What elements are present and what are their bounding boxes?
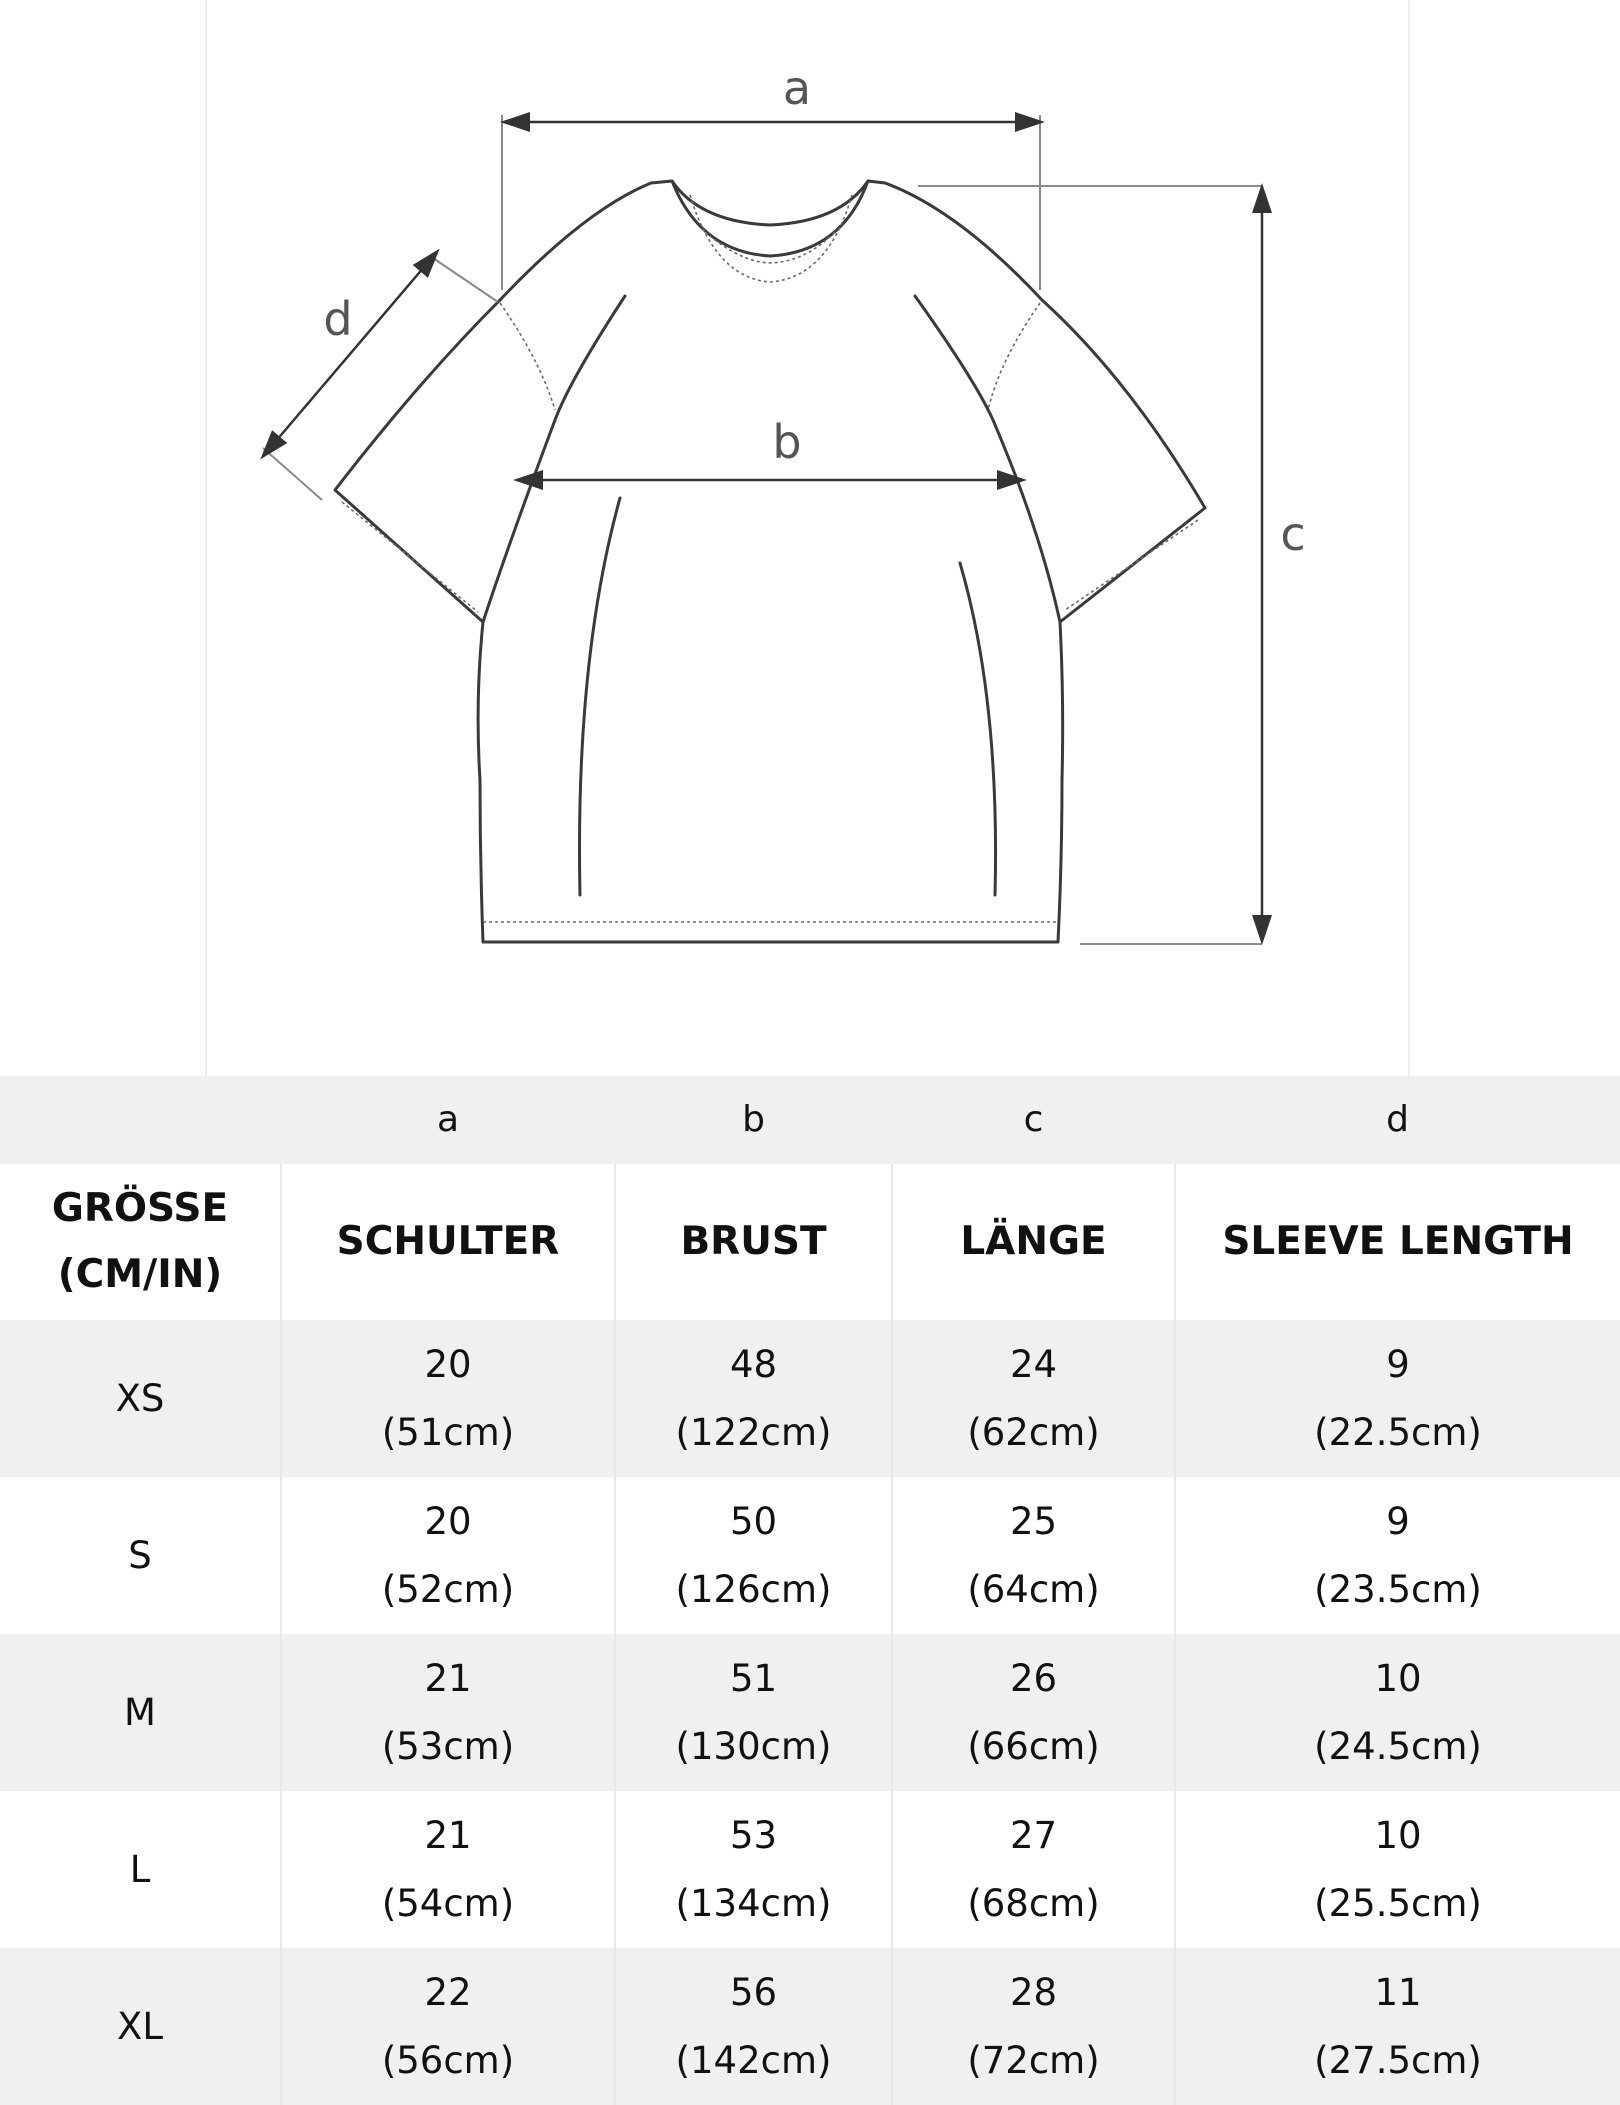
header-size-line2: (CM/IN) [57,1252,223,1297]
value-cm: (66cm) [967,1724,1100,1768]
value-inch: 24 [1009,1342,1058,1386]
size-cell: XL [0,1948,281,2105]
value-inch: 26 [1009,1656,1058,1700]
value-inch: 21 [424,1813,472,1857]
value-inch: 53 [729,1813,778,1857]
table-row [0,1791,1620,1948]
value-inch: 20 [424,1499,472,1543]
header-shoulder: SCHULTER [281,1164,615,1320]
value-cm: (56cm) [381,2038,515,2082]
value-inch: 20 [424,1342,472,1386]
size-cell: M [0,1634,281,1791]
value-cm: (24.5cm) [1314,1724,1482,1768]
value-cm: (126cm) [675,1567,832,1611]
value-inch: 27 [1009,1813,1058,1857]
header-size-line1: GRÖSSE [51,1186,229,1231]
value-cm: (62cm) [967,1410,1100,1454]
table-header-row [0,1164,1620,1320]
table-row [0,1477,1620,1634]
value-cm: (134cm) [675,1881,832,1925]
chest-cell [615,1320,892,1477]
value-inch: 9 [1386,1499,1410,1543]
chest-cell [615,1477,892,1634]
value-inch: 9 [1386,1342,1410,1386]
value-inch: 25 [1009,1499,1058,1543]
shirt-body-outline [335,181,1205,942]
sleeve-cell [1175,1477,1620,1634]
value-inch: 51 [729,1656,778,1700]
value-inch: 48 [729,1342,778,1386]
size-cell: S [0,1477,281,1634]
measure-label-d: d [323,292,353,346]
value-cm: (64cm) [967,1567,1100,1611]
header-size [0,1164,281,1320]
shoulder-cell [281,1634,615,1791]
size-cell: L [0,1791,281,1948]
letter-cell: c [892,1076,1175,1164]
value-cm: (122cm) [675,1410,832,1454]
measure-label-a: a [782,61,812,115]
letter-cell: a [281,1076,615,1164]
chest-cell [615,1791,892,1948]
sleeve-cell [1175,1320,1620,1477]
measure-label-b: b [772,415,802,469]
value-cm: (22.5cm) [1314,1410,1482,1454]
sleeve-cell [1175,1791,1620,1948]
size-cell: XS [0,1320,281,1477]
length-cell [892,1320,1175,1477]
table-row [0,1320,1620,1477]
value-inch: 21 [424,1656,472,1700]
chest-cell [615,1634,892,1791]
chest-cell [615,1948,892,2105]
value-inch: 22 [424,1970,472,2014]
letter-cell: d [1175,1076,1620,1164]
length-cell [892,1477,1175,1634]
value-cm: (142cm) [675,2038,832,2082]
measurement-letter-row [0,1076,1620,1164]
table-row [0,1948,1620,2105]
table-row [0,1634,1620,1791]
size-chart-table [0,1076,1620,2105]
measure-label-c: c [1280,507,1306,561]
sleeve-cell [1175,1634,1620,1791]
value-inch: 11 [1374,1970,1422,2014]
value-cm: (23.5cm) [1314,1567,1482,1611]
value-cm: (54cm) [381,1881,515,1925]
value-inch: 28 [1009,1970,1058,2014]
length-cell [892,1634,1175,1791]
value-cm: (27.5cm) [1314,2038,1482,2082]
value-inch: 10 [1374,1813,1422,1857]
shoulder-cell [281,1320,615,1477]
value-cm: (25.5cm) [1314,1881,1482,1925]
value-cm: (72cm) [967,2038,1100,2082]
shoulder-cell [281,1791,615,1948]
value-cm: (52cm) [381,1567,515,1611]
shoulder-cell [281,1477,615,1634]
header-chest: BRUST [615,1164,892,1320]
value-cm: (68cm) [967,1881,1100,1925]
value-cm: (53cm) [381,1724,515,1768]
length-cell [892,1791,1175,1948]
length-cell [892,1948,1175,2105]
value-inch: 50 [729,1499,778,1543]
letter-cell [0,1076,281,1164]
header-sleeve: SLEEVE LENGTH [1175,1164,1620,1320]
value-cm: (130cm) [675,1724,832,1768]
shoulder-cell [281,1948,615,2105]
value-cm: (51cm) [381,1410,515,1454]
sleeve-cell [1175,1948,1620,2105]
letter-cell: b [615,1076,892,1164]
value-inch: 10 [1374,1656,1422,1700]
header-length: LÄNGE [892,1164,1175,1320]
value-inch: 56 [729,1970,778,2014]
